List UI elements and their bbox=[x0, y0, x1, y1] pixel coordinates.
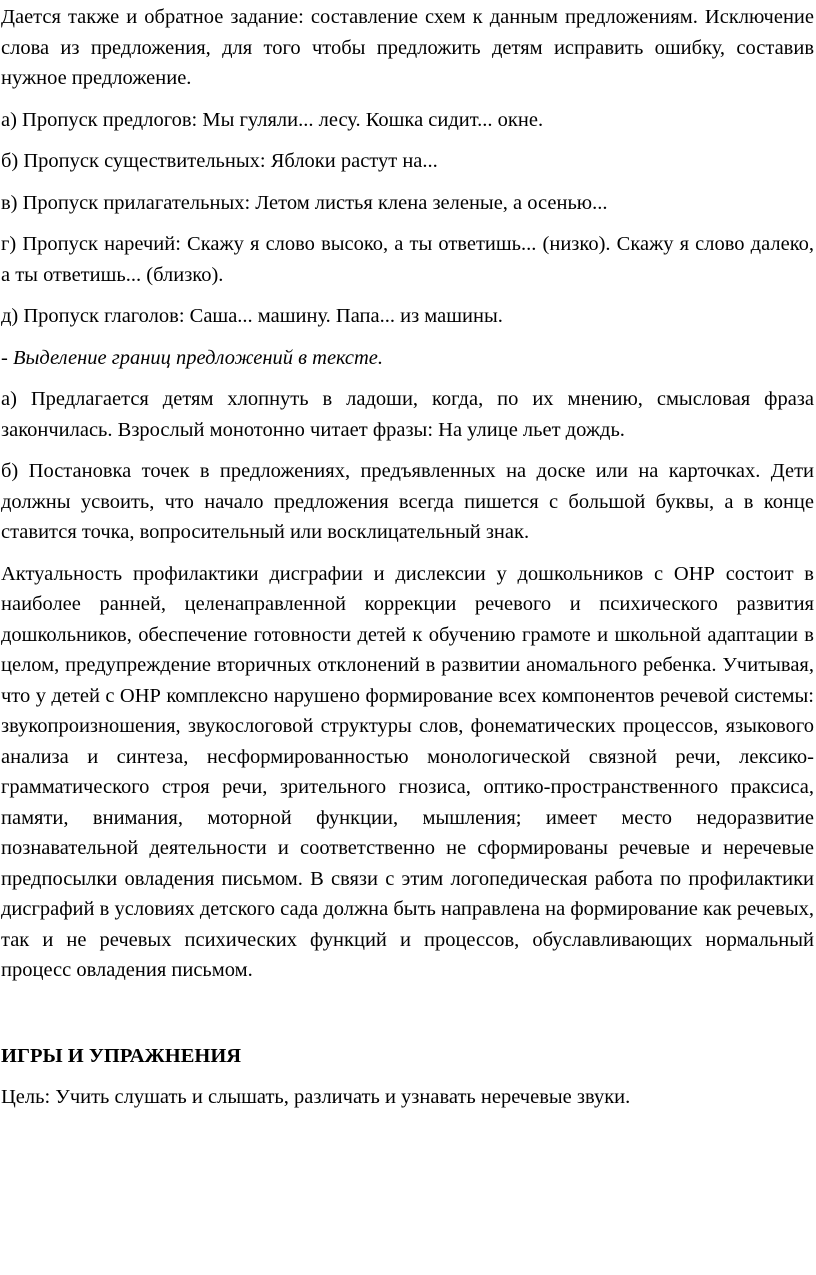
boundary-section-title bbox=[1, 343, 814, 374]
item-adverbs: г) Пропуск наречий: Скажу я слово высоко, а ты ответишь... (низко). Скажу я слово далеко, а ты ответишь... (близко). bbox=[1, 233, 814, 286]
boundary-item-clap: а) Предлагается детям хлопнуть в ладоши, когда, по их мнению, смысловая фраза закончилась. Взрослый монотонно читает фразы: На улице льет дождь. bbox=[1, 388, 814, 441]
item-prepositions: а) Пропуск предлогов: Мы гуляли... лесу. Кошка сидит... окне. bbox=[1, 108, 544, 131]
item-verbs: д) Пропуск глаголов: Саша... машину. Папа... из машины. bbox=[1, 305, 503, 327]
boundary-title: Выделение границ предложений в тексте. bbox=[12, 346, 383, 369]
section-heading: ИГРЫ И УПРАЖНЕНИЯ bbox=[1, 1044, 242, 1067]
section-spacer bbox=[1, 997, 814, 1041]
boundary-prefix: - bbox=[1, 346, 13, 369]
goal-paragraph: Цель: Учить слушать и слышать, различать и узнавать неречевые звуки. bbox=[1, 1086, 631, 1108]
relevance-paragraph: Актуальность профилактики дисграфии и дислексии у дошкольников с ОНР состоит в наиболее ранней, целенаправленной коррекции речевого и психического развития дошкольников, обеспечение готовности детей к обучению грамоте и школьной адаптации в целом, предупреждение вторичных отклонений в развитии аномального ребенка. Учитывая, что у детей с ОНР комплексно нарушено формирование всех компонентов речевой системы: звукопроизношения, звукослоговой структуры слов, фонематических процессов, языкового анализа и синтеза, несформированностью монологической связной речи, лексико-грамматического строя речи, зрительного гнозиса, оптико-пространственного праксиса, памяти, внимания, моторной функции, мышления; имеет место недоразвитие познавательной деятельности и соответственно не сформированы речевые и неречевые предпосылки овладения письмом. В связи с этим логопедическая работа по профилактики дисграфий в условиях детского сада должна быть направлена на формирование как речевых, так и не речевых психических функций и процессов, обуславливающих нормальный процесс овладения письмом. bbox=[1, 562, 814, 981]
boundary-item-dots: б) Постановка точек в предложениях, предъявленных на доске или на карточках. Дети должны усвоить, что начало предложения всегда пишется с большой буквы, а в конце ставится точка, вопросительный или восклицательный знак. bbox=[1, 460, 814, 543]
item-nouns: б) Пропуск существительных: Яблоки растут на... bbox=[1, 150, 438, 172]
intro-paragraph: Дается также и обратное задание: составление схем к данным предложениям. Исключение слова из предложения, для того чтобы предложить детям исправить ошибку, составив нужное предложение. bbox=[1, 6, 814, 89]
item-adjectives: в) Пропуск прилагательных: Летом листья клена зеленые, а осенью... bbox=[1, 191, 608, 214]
